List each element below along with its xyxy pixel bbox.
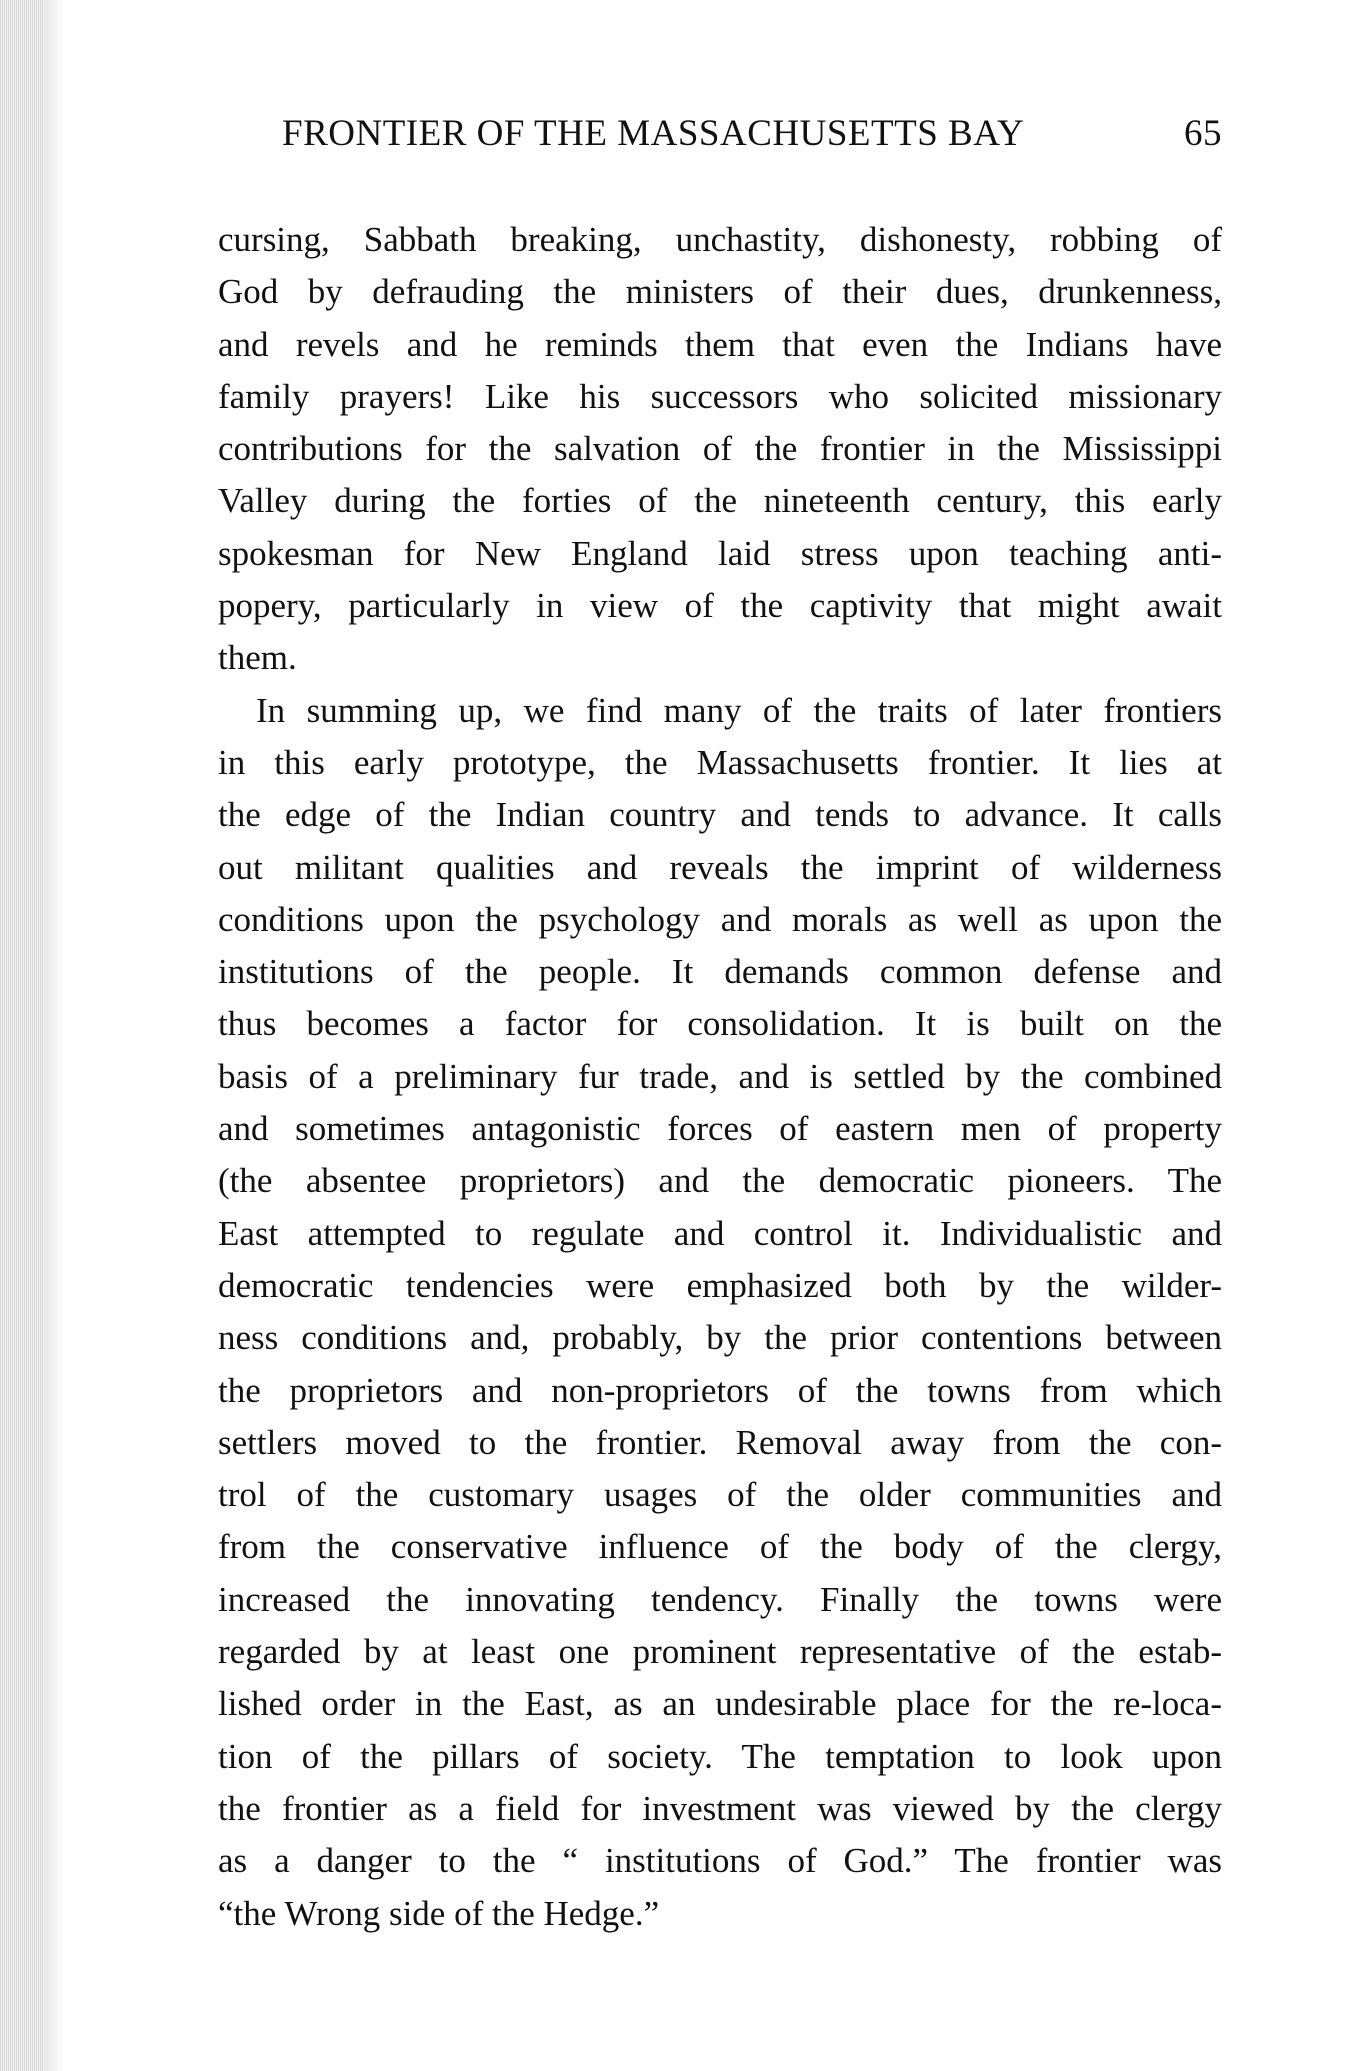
paragraph [218,214,1222,685]
text-line: ness conditions and, probably, by the prior contentions between [218,1318,1222,1358]
text-line: Valley during the forties of the nineteenth century, this early [218,481,1222,521]
text-line: God by defrauding the ministers of their dues, drunkenness, [218,272,1222,312]
text-line: the proprietors and non-proprietors of the towns from which [218,1370,1222,1410]
text-line: from the conservative influence of the body of the clergy, [218,1527,1222,1567]
text-line: basis of a preliminary fur trade, and is settled by the combined [218,1056,1222,1096]
text-line: cursing, Sabbath breaking, unchastity, dishonesty, robbing of [218,220,1222,259]
text-line: trol of the customary usages of the older communities and [218,1475,1222,1515]
text-line: out militant qualities and reveals the imprint of wilderness [218,847,1222,887]
running-title: FRONTIER OF THE MASSACHUSETTS BAY [282,113,1025,154]
text-line: “the Wrong side of the Hedge.” [218,1893,660,1933]
text-line: thus becomes a factor for consolidation. It is built on the [218,1004,1222,1044]
text-line: family prayers! Like his successors who solicited missionary [218,376,1222,416]
scan-edge-gradient [44,0,64,2071]
text-line: in this early prototype, the Massachusetts frontier. It lies at [218,742,1222,782]
text-line: tion of the pillars of society. The temptation to look upon [218,1736,1222,1776]
text-line: the frontier as a field for investment was viewed by the clergy [218,1788,1222,1828]
text-line: regarded by at least one prominent representative of the estab- [218,1632,1222,1672]
running-header [218,112,1222,158]
text-line: spokesman for New England laid stress upon teaching anti- [218,533,1222,573]
text-line: democratic tendencies were emphasized both by the wilder- [218,1265,1222,1305]
text-line: and sometimes antagonistic forces of eastern men of property [218,1109,1222,1149]
text-line: as a danger to the “ institutions of God.” The frontier was [218,1841,1222,1881]
text-line: increased the innovating tendency. Finally the towns were [218,1579,1222,1619]
text-line: lished order in the East, as an undesirable place for the re-loca- [218,1684,1222,1724]
text-line: (the absentee proprietors) and the democratic pioneers. The [218,1161,1222,1201]
text-line: settlers moved to the frontier. Removal away from the con- [218,1422,1222,1462]
page-number: 65 [1184,113,1222,154]
text-line: conditions upon the psychology and morals as well as upon the [218,899,1222,939]
text-line: popery, particularly in view of the captivity that might await [218,586,1222,626]
text-line: In summing up, we find many of the traits of later frontiers [256,690,1222,730]
text-line: the edge of the Indian country and tends to advance. It calls [218,795,1222,835]
text-line: them. [218,638,297,678]
text-line: institutions of the people. It demands common defense and [218,952,1222,992]
text-line: East attempted to regulate and control it. Individualistic and [218,1213,1222,1253]
text-line: contributions for the salvation of the frontier in the Mississippi [218,429,1222,469]
text-line: and revels and he reminds them that even the Indians have [218,324,1222,364]
body-text [218,214,1222,1940]
paragraph [218,685,1222,1940]
scan-edge-shading [0,0,44,2071]
